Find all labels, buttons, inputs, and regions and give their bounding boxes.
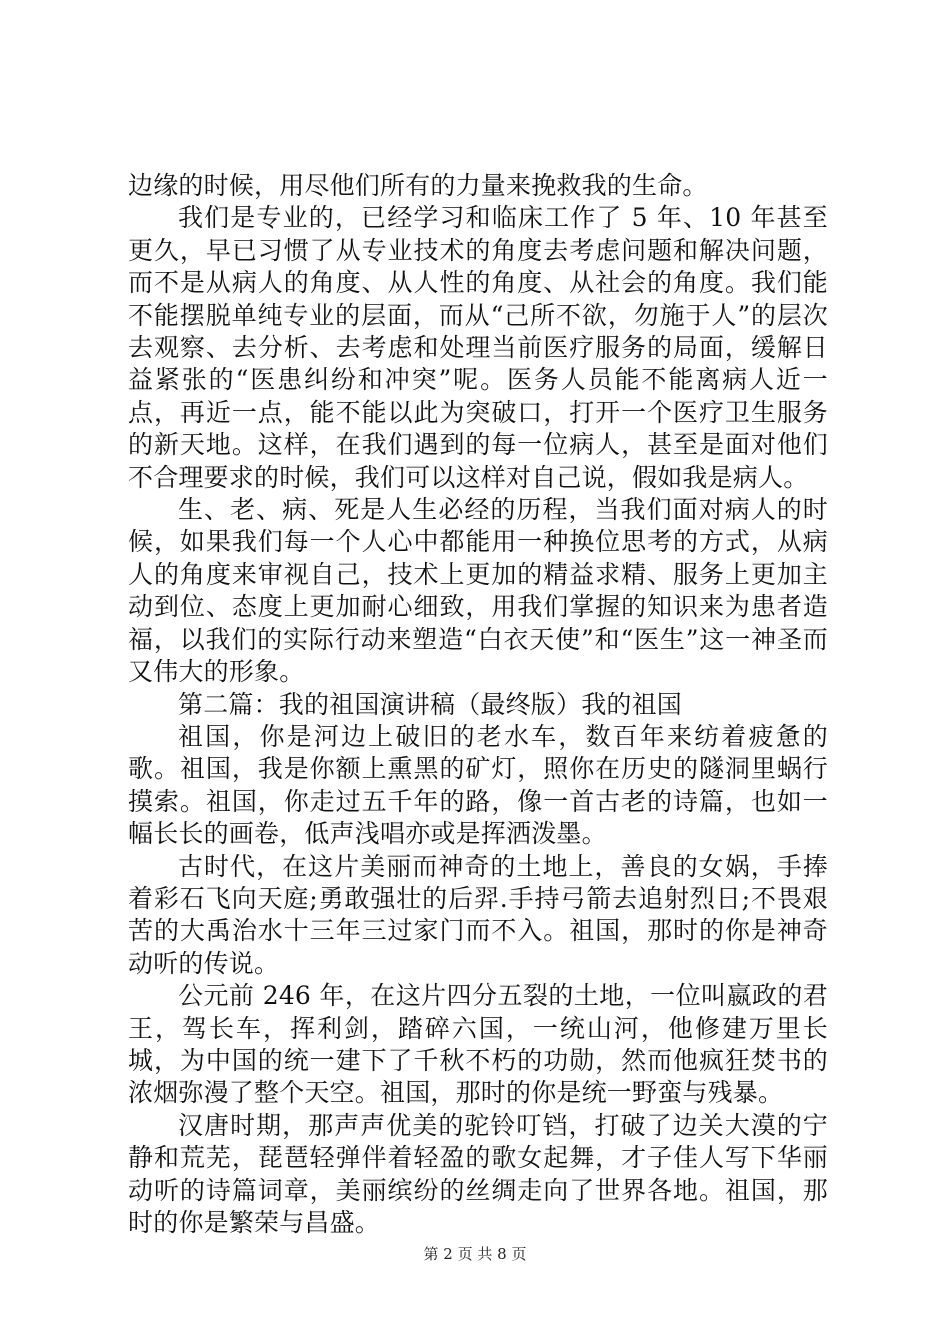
section-heading: 第二篇：我的祖国演讲稿（最终版）我的祖国 [178,689,683,719]
document-body [128,170,828,1239]
paragraph-continued: 边缘的时候，用尽他们所有的力量来挽救我的生命。 [128,171,708,200]
paragraph: 古时代，在这片美丽而神奇的土地上，善良的女娲，手捧着彩石飞向天庭;勇敢强壮的后羿.手持弓箭去追射烈日;不畏艰苦的大禹治水十三年三过家门而不入。祖国，那时的你是神奇动听的传说。 [128,851,828,978]
paragraph: 汉唐时期，那声声优美的驼铃叮铛，打破了边关大漠的宁静和荒芜，琵琶轻弹伴着轻盈的歌女起舞，才子佳人写下华丽动听的诗篇词章，美丽缤纷的丝绸走向了世界各地。祖国，那时的你是繁荣与昌盛。 [128,1110,828,1237]
page-footer: 第 2 页 共 8 页 [423,1245,527,1263]
paragraph: 我们是专业的，已经学习和临床工作了 5 年、10 年甚至更久，早已习惯了从专业技术的角度去考虑问题和解决问题，而不是从病人的角度、从人性的角度、从社会的角度。我们能不能摆脱单纯专业的层面，而从“己所不欲，勿施于人”的层次去观察、去分析、去考虑和处理当前医疗服务的局面，缓解日益紧张的“医患纠纷和冲突”呢。医务人员能不能离病人近一点，再近一点，能不能以此为突破口，打开一个医疗卫生服务的新天地。这样，在我们遇到的每一位病人，甚至是面对他们不合理要求的时候，我们可以这样对自己说，假如我是病人。 [128,203,828,492]
paragraph: 公元前 246 年，在这片四分五裂的土地，一位叫嬴政的君王，驾长车，挥利剑，踏碎六国，一统山河，他修建万里长城，为中国的统一建下了千秋不朽的功勋，然而他疯狂焚书的浓烟弥漫了整个天空。祖国，那时的你是统一野蛮与残暴。 [128,981,828,1108]
paragraph: 生、老、病、死是人生必经的历程，当我们面对病人的时候，如果我们每一个人心中都能用一种换位思考的方式，从病人的角度来审视自己，技术上更加的精益求精、服务上更加主动到位、态度上更加耐心细致，用我们掌握的知识来为患者造福，以我们的实际行动来塑造“白衣天使”和“医生”这一神圣而又伟大的形象。 [128,495,828,687]
paragraph: 祖国，你是河边上破旧的老水车，数百年来纺着疲惫的歌。祖国，我是你额上熏黑的矿灯，照你在历史的隧洞里蜗行摸索。祖国，你走过五千年的路，像一首古老的诗篇，也如一幅长长的画卷，低声浅唱亦或是挥洒泼墨。 [128,721,828,849]
